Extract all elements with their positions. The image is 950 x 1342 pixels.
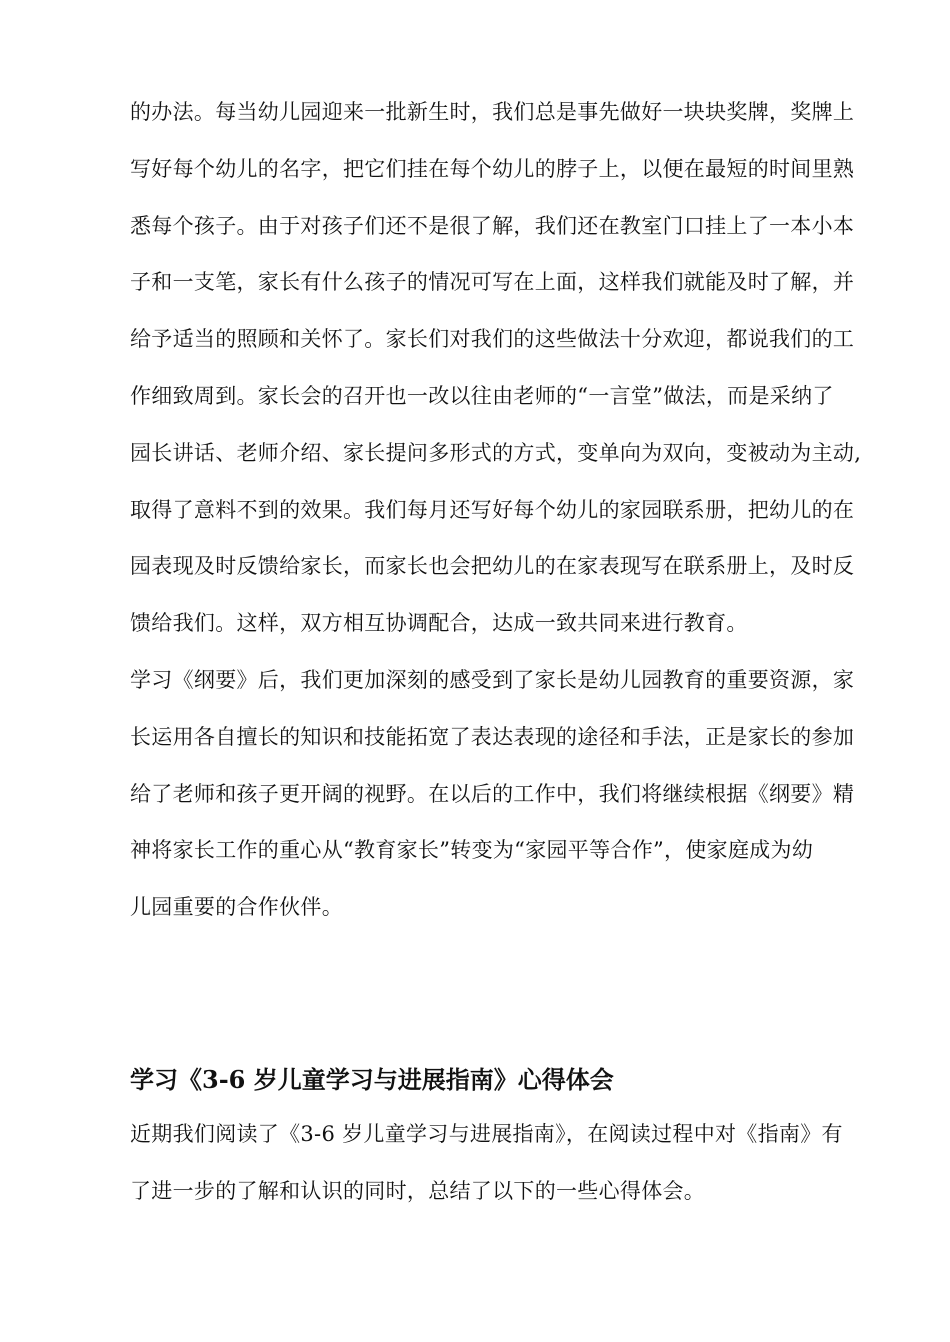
text-line: 园表现及时反馈给家长，而家长也会把幼儿的在家表现写在联系册上，及时反 — [130, 554, 855, 579]
text-line: 取得了意料不到的效果。我们每月还写好每个幼儿的家园联系册，把幼儿的在 — [130, 497, 855, 522]
text-line: 的办法。每当幼儿园迎来一批新生时，我们总是事先做好一块块奖牌，奖牌上 — [130, 100, 855, 124]
text-line: 子和一支笔，家长有什么孩子的情况可写在上面，这样我们就能及时了解，并 — [130, 270, 855, 295]
text-line: 儿园重要的合作伙伴。 — [130, 895, 343, 920]
article-body-continued — [130, 84, 890, 936]
text-line: 学习《纲要》后，我们更加深刻的感受到了家长是幼儿园教育的重要资源，家 — [130, 667, 855, 692]
text-line: 近期我们阅读了《3-6 岁儿童学习与进展指南》，在阅读过程中对《指南》有 — [130, 1122, 843, 1146]
article-intro — [130, 1106, 890, 1220]
text-line: 园长讲话、老师介绍、家长提问多形式的方式，变单向为双向，变被动为主动, — [130, 440, 862, 465]
text-line: 了进一步的了解和认识的同时，总结了以下的一些心得体会。 — [130, 1178, 706, 1203]
text-line: 给了老师和孩子更开阔的视野。在以后的工作中，我们将继续根据《纲要》精 — [130, 781, 855, 806]
text-line: 长运用各自擅长的知识和技能拓宽了表达表现的途径和手法，正是家长的参加 — [130, 724, 855, 749]
text-line: 馈给我们。这样，双方相互协调配合，达成一致共同来进行教育。 — [130, 611, 748, 636]
article-title: 学习《3-6 岁儿童学习与进展指南》心得体会 — [130, 1065, 614, 1094]
text-line: 悉每个孩子。由于对孩子们还不是很了解，我们还在教室门口挂上了一本小本 — [130, 213, 855, 238]
text-line: 作细致周到。家长会的召开也一改以往由老师的“一言堂”做法，而是采纳了 — [130, 383, 834, 408]
text-line: 神将家长工作的重心从“教育家长”转变为“家园平等合作”，使家庭成为幼 — [130, 838, 814, 863]
text-line: 给予适当的照顾和关怀了。家长们对我们的这些做法十分欢迎，都说我们的工 — [130, 327, 855, 352]
text-line: 写好每个幼儿的名字，把它们挂在每个幼儿的脖子上，以便在最短的时间里熟 — [130, 156, 855, 181]
